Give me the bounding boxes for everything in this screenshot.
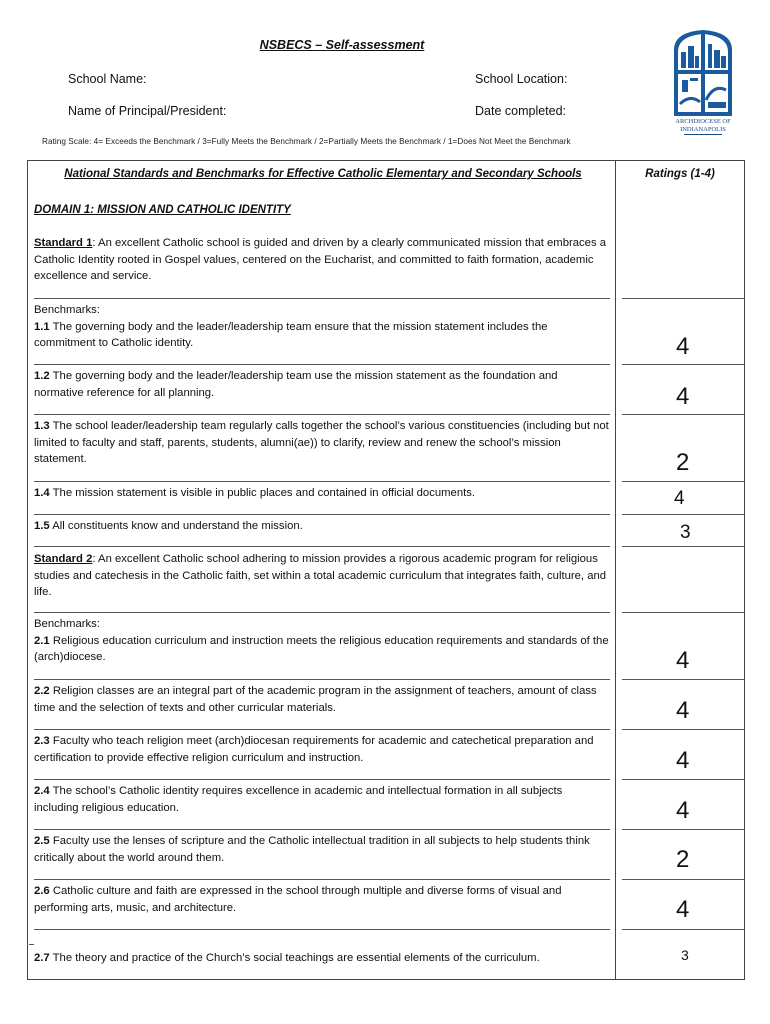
row-separator	[34, 879, 610, 880]
list-item	[34, 485, 610, 502]
rating-line	[622, 612, 744, 613]
row-separator	[34, 679, 610, 680]
rating-value: 4	[676, 383, 690, 410]
benchmark-number: 1.5	[34, 520, 50, 532]
row-separator	[34, 729, 610, 730]
document-title: NSBECS – Self-assessment	[259, 38, 425, 52]
row-separator	[34, 414, 610, 415]
rating-line	[622, 929, 744, 930]
benchmark-text: The mission statement is visible in public places and contained in official documents.	[49, 487, 476, 499]
archdiocese-logo	[670, 28, 736, 138]
list-item	[34, 783, 610, 816]
list-item	[34, 368, 610, 401]
row-separator	[34, 829, 610, 830]
standard-2-text: : An excellent Catholic school adhering to mission provides a rigorous academic program for religious studies and catechesis in the Catholic faith, set within a total academic curriculum that integrates faith, culture, and life.	[34, 553, 607, 599]
benchmark-text: The school leader/leadership team regularly calls together the school’s various constituencies (including but not limited to faculty and staff, parents, students, alumni(ae)) to clarify, review and renew the school’s mission statement.	[34, 420, 609, 466]
standard-2	[34, 551, 610, 601]
list-item	[34, 683, 610, 716]
list-item	[34, 518, 610, 535]
benchmark-text: The governing body and the leader/leadership team use the mission statement as the foundation and normative reference for all planning.	[34, 370, 558, 399]
benchmark-text: Religion classes are an integral part of the academic program in the assignment of teachers, amount of class time and the selection of texts and other curricular materials.	[34, 685, 597, 714]
benchmark-number: 2.2	[34, 685, 50, 697]
row-separator	[34, 546, 610, 547]
standard-1-text: : An excellent Catholic school is guided and driven by a clearly communicated mission that embraces a Catholic Identity rooted in Gospel values, centered on the Eucharist, and committed to faith formation, academic excellence and service.	[34, 237, 607, 283]
benchmark-number: 1.2	[34, 370, 50, 382]
benchmark-number: 2.5	[34, 835, 50, 847]
domain-title: DOMAIN 1: MISSION AND CATHOLIC IDENTITY	[34, 204, 291, 216]
rating-value: 3	[680, 522, 691, 543]
benchmark-text: The governing body and the leader/leadership team ensure that the mission statement includes the commitment to Catholic identity.	[34, 320, 548, 350]
row-separator	[34, 929, 610, 930]
benchmarks-label: Benchmarks	[34, 618, 97, 630]
benchmarks-label: Benchmarks	[34, 304, 97, 316]
row-separator	[34, 298, 610, 299]
rating-line	[622, 546, 744, 547]
rating-line	[622, 729, 744, 730]
benchmark-number: 1.1	[34, 320, 50, 333]
benchmark-text: Catholic culture and faith are expressed in the school through multiple and diverse forms of visual and performing arts, music, and architecture.	[34, 885, 562, 914]
row-separator	[34, 364, 610, 365]
benchmark-number: 1.3	[34, 420, 50, 432]
benchmark-number: 1.4	[34, 487, 50, 499]
standard-1-label: Standard 1	[34, 237, 93, 249]
table-header-standards: National Standards and Benchmarks for Effective Catholic Elementary and Secondary Schools	[64, 168, 582, 180]
list-item	[34, 418, 610, 468]
benchmark-number: 2.3	[34, 735, 50, 747]
benchmark-text: The school’s Catholic identity requires excellence in academic and intellectual formation in all subjects including religious education.	[34, 785, 563, 814]
rating-value: 4	[676, 797, 690, 824]
list-item	[34, 883, 610, 916]
benchmark-number: 2.4	[34, 785, 50, 797]
rating-value: 3	[681, 947, 689, 963]
rating-line	[622, 481, 744, 482]
rating-value: 2	[676, 449, 690, 476]
rating-value: 4	[676, 747, 690, 774]
benchmark-number: 2.7	[34, 952, 50, 964]
list-item: Benchmarks: 2.1 Religious education curriculum and instruction meets the religious education requirements and standards of the (arch)diocese.	[34, 618, 609, 664]
rating-value: 4	[676, 896, 690, 923]
list-item: Benchmarks: 1.1 The governing body and the leader/leadership team ensure that the mission statement includes the commitment to Catholic identity.	[34, 304, 548, 350]
benchmark-text: Faculty who teach religion meet (arch)diocesan requirements for academic and catechetical preparation and certification to provide effective religion curriculum and instruction.	[34, 735, 594, 764]
rating-line	[622, 514, 744, 515]
rating-line	[622, 364, 744, 365]
list-item	[34, 733, 610, 766]
rating-value: 4	[676, 697, 690, 724]
rating-value: 2	[676, 846, 690, 873]
standard-1	[34, 235, 610, 285]
benchmark-number: 2.6	[34, 885, 50, 897]
rating-value: 4	[676, 333, 690, 360]
rating-line	[622, 679, 744, 680]
rating-line	[622, 414, 744, 415]
rating-value: 4	[674, 488, 685, 509]
school-location-label: School Location:	[475, 72, 568, 86]
rating-value: 4	[676, 647, 690, 674]
rating-line	[622, 829, 744, 830]
svg-text:INDIANAPOLIS: INDIANAPOLIS	[680, 126, 726, 133]
row-separator	[34, 514, 610, 515]
benchmark-text: Religious education curriculum and instruction meets the religious education requirements and standards of the (arch)diocese.	[34, 634, 609, 664]
principal-label: Name of Principal/President:	[68, 104, 227, 118]
benchmark-text: The theory and practice of the Church’s social teachings are essential elements of the curriculum.	[49, 952, 540, 964]
row-separator	[34, 481, 610, 482]
standard-2-label: Standard 2	[34, 553, 93, 565]
rating-line	[622, 879, 744, 880]
list-item	[34, 833, 610, 866]
benchmark-number: 2.1	[34, 634, 50, 647]
row-separator	[34, 612, 610, 613]
row-separator	[34, 779, 610, 780]
row-separator-tick	[29, 944, 34, 945]
svg-text:ARCHDIOCESE OF: ARCHDIOCESE OF	[675, 118, 731, 125]
list-item	[34, 950, 610, 967]
school-name-label: School Name:	[68, 72, 147, 86]
date-completed-label: Date completed:	[475, 104, 567, 118]
column-divider	[615, 160, 616, 980]
benchmark-text: Faculty use the lenses of scripture and the Catholic intellectual tradition in all subjects to help students think critically about the world around them.	[34, 835, 590, 864]
rating-scale: Rating Scale: 4= Exceeds the Benchmark / 3=Fully Meets the Benchmark / 2=Partially Meets the Benchmark / 1=Does Not Meet the Benchmark	[42, 137, 571, 146]
table-header-ratings: Ratings (1-4)	[645, 168, 715, 180]
rating-line	[622, 779, 744, 780]
benchmark-text: All constituents know and understand the mission.	[49, 520, 303, 532]
rating-line	[622, 298, 744, 299]
